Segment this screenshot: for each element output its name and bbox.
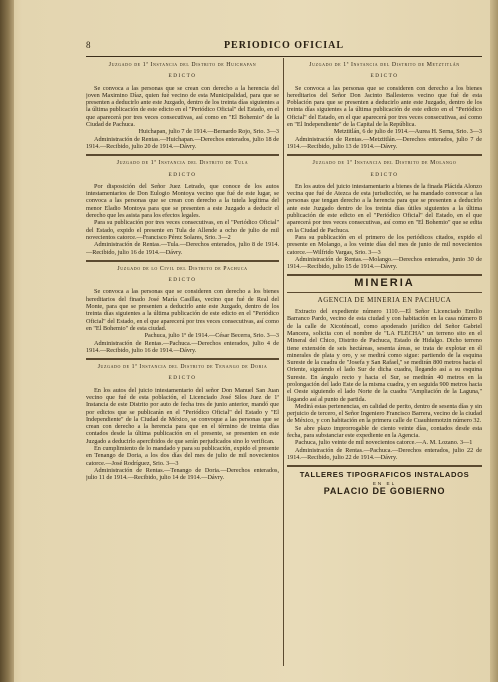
- notice-molango: [287, 160, 482, 270]
- agency-heading: AGENCIA DE MINERIA EN PACHUCA: [317, 295, 452, 304]
- court-heading: Juzgado de 1ª Instancia del Distrito de Metztitlán: [309, 62, 460, 68]
- imprint-line-1: TALLERES TIPOGRAFICOS INSTALADOS: [299, 470, 470, 480]
- edicto-label: EDICTO: [168, 73, 197, 80]
- edicto-label: EDICTO: [370, 73, 399, 80]
- notice-signature: Pachuca, julio 1º de 1914.—César Becerra, Srio. 3—3: [144, 332, 279, 340]
- page-edge: [490, 0, 498, 682]
- mineria-rule: [287, 292, 482, 293]
- notice-body: Por disposición del Señor Juez Letrado, que conoce de los autos intestamentarios de Don Eulogio Montoya vecino que fué de este lugar, se convoca a las personas que se crean con derecho a la tutela legítima del menor Eladio Montoya para que se presenten a este Juzgado a deducir el derecho que les asista para los efectos legales.: [86, 182, 279, 220]
- mineria-signature: Pachuca, julio veinte de mil novecientos catorce.—A. M. Lozano. 3—1: [295, 439, 473, 447]
- court-heading: Juzgado de 1ª Instancia del Distrito de Molango: [312, 160, 457, 167]
- notice-body: Se convoca a las personas que se consideren con derecho a los bienes hereditarios del Señor Don Jacinto Ballesteros vecino que fué de esta Población para que se presenten a deducirlo ante este Juzgado, dentro de los treinta días siguientes a la última publicación de este edicto en el "Periódico Oficial" del Estado, en el que aparecerá por tres veces consecutivas, así como en "El Independiente" de la Capital de la República.: [287, 84, 482, 129]
- section-divider: [86, 154, 279, 156]
- notice-rentas: Administración de Rentas.—Tula.—Derechos enterados, julio 8 de 1914.—Recibido, julio 16 de 1914.—Dávry.: [86, 241, 279, 256]
- notice-rentas: Administración de Rentas.—Molango.—Derechos enterados, junio 30 de 1914.—Recibido, julio 15 de 1914.—Dávry.: [287, 255, 482, 271]
- notice-tula: [86, 160, 279, 256]
- notice-huichapan: [86, 62, 279, 150]
- imprint-line-2: EN EL: [372, 480, 397, 486]
- section-divider: [86, 358, 279, 360]
- notice-body: Para su publicación en el primero de los periódicos citados, expido el presente en Molango, a los veinte días del mes de junio de mil novecientos catorce.—Wilfrido Vargas, Srio. 3—3: [287, 233, 482, 256]
- notice-pachuca-civil: [86, 266, 279, 354]
- edicto-label: EDICTO: [370, 171, 399, 178]
- page-header: [86, 40, 482, 54]
- notice-rentas: Administración de Rentas.—Huichapan.—Derechos enterados, julio 18 de 1914.—Recibido, julio 20 de 1914.—Dávry.: [86, 135, 279, 150]
- court-heading: Juzgado de 1ª Instancia del Distrito de Tula: [116, 160, 249, 167]
- mineria-body: Se abre plazo improrrogable de ciento veinte días, contados desde esta fecha, para substanciar este expediente en la Agencia.: [287, 424, 482, 440]
- notice-signature: Metztitlán, 6 de julio de 1914.—Aurea H. Serna, Srio. 3—3: [333, 128, 482, 136]
- notice-body: En los autos del juicio intestamentario a bienes de la finada Plácida Alonzo vecina que fué de Atezca de esta jurisdicción, se ha mandado convocar a las personas que tengan derecho a la herencia para que se presenten a deducirlo ante este Juzgado dentro de los treinta días útiles siguientes a la última publicación de este edicto en el "Periódico Oficial" del Estado, en el que aparecerá por tres veces consecutivas, así como en "El Bohemio" que se edita en la Ciudad de Pachuca.: [287, 182, 482, 234]
- mineria-title: MINERIA: [354, 277, 415, 290]
- right-column: [287, 60, 482, 666]
- mineria-section: [287, 277, 482, 461]
- header-rule: [86, 56, 482, 57]
- notice-signature: Huichapan, julio 7 de 1914.—Bernardo Rojo, Srio. 3—3: [138, 128, 279, 136]
- mineria-body: Medirá estas pertenencias, en calidad de perito, dentro de sesenta días y sin perjuicio de tercero, el Señor Ingeniero Francisco Barrera, vecino de la ciudad de México, y con habitación en la primera calle de Cuauhtemotzin número 32.: [287, 402, 482, 425]
- notice-body: Se convoca a las personas que se consideren con derecho a los bienes hereditarios del finado José María Casillas, vecino que fué de Real del Monte, para que se presenten a deducirlo ante este Juzgado, dentro de los treinta días siguientes a la última publicación de este edicto en el "Periódico Oficial" del Estado, en el que aparecerá por tres veces consecutivas, así como en "El Bohemio" de esta ciudad.: [86, 288, 279, 332]
- notice-body: En los autos del juicio intestamentario del señor Don Manuel San Juan vecino que fué de esta población, el Licenciado José Silos Juez de 1ª Instancia de este Distrito por auto de fecha tres de junio anterior, mandó que por edictos que se publicarán en el "Periódico Oficial" del Estado y "El Independiente" de la Ciudad de México, se convoque a las personas que se crean con derecho a la herencia para que en el término de treinta días contados desde la última publicación en el presente, se presenten en este Juzgado a deducirlo apercibidos de que serán perjudicados sino lo verifican.: [86, 386, 279, 445]
- section-divider: [287, 465, 482, 467]
- page-number: 8: [86, 40, 92, 50]
- edicto-label: EDICTO: [168, 171, 197, 178]
- court-heading: Juzgado de 1ª Instancia del Distrito de Huichapan: [108, 62, 257, 68]
- notice-body: Se convoca a las personas que se crean con derecho a la herencia del joven Maximino Díaz, quien fué vecino de esta Municipalidad, para que se presenten a deducirlo ante este Juzgado, dentro de los treinta días siguientes a la última publicación de este edicto en el "Periódico Oficial" del Estado, en el que aparecerá por tres veces consecutivas, así como en "El Bohemio" de la Ciudad de Pachuca.: [86, 84, 279, 129]
- notice-body: Para su publicación por tres veces consecutivas, en el "Periódico Oficial" del Estado, expido el presente en Tula de Allende a ocho de julio de mil novecientos catorce.—Francisco Pérez Solares, Srio. 3—2: [86, 219, 279, 241]
- section-divider: [287, 154, 482, 156]
- notice-tenango: [86, 364, 279, 481]
- notice-body: En cumplimiento de lo mandado y para su publicación, expido el presente en Tenango de Doria, a los dos días del mes de julio de mil novecientos catorce.—José Rodríguez, Srio. 3—3: [86, 445, 279, 467]
- mineria-rentas: Administración de Rentas.—Pachuca.—Derechos enterados, julio 22 de 1914.—Recibido, julio 22 de 1914.—Dávry.: [287, 446, 482, 461]
- notice-metztitlan: [287, 62, 482, 150]
- notice-rentas: Administración de Rentas.—Pachuca.—Derechos enterados, julio 4 de 1914.—Recibido, julio 16 de 1914.—Dávry.: [86, 339, 279, 354]
- notice-rentas: Administración de Rentas.—Metztitlán.—Derechos enterados, julio 7 de 1914.—Recibido, julio 13 de 1914.—Dávry.: [287, 135, 482, 150]
- book-binding-edge: [0, 0, 14, 682]
- section-divider: [86, 260, 279, 262]
- notice-rentas: Administración de Rentas.—Tenango de Doria.—Derechos enterados, julio 11 de 1914.—Recibido, julio 14 de 1914.—Dávry.: [86, 466, 279, 482]
- column-divider: [283, 58, 284, 666]
- mineria-body: Extracto del expediente número 1110.—El Señor Licenciado Emilio Barranco Pardo, vecino de esta ciudad y con habitación en la casa número 8 de la calle de Xicoténcatl, como apoderado jurídico del Señor Gabriel Mancera, solicita con el nombre de "LA FLECHA" un terreno sito en el Mineral del Chico, Distrito de Pachuca, Estado de Hidalgo. Dicho terreno tiene extensión de seis hectáreas, sesenta áreas, se trata de explotar en él minerales de plata y oro, y se medirá como sigue: partiendo de la esquina Sureste de la cuadra de "Josefa y San Rafael," se medirán 800 metros hacia el Oriente, siguiendo el lado Sur de dicha cuadra, llegando así a su esquina Sureste. En ángulo recto y hacia el Sur, se medirán 40 metros en la prolongación del lado Este de la misma cuadra, y en seguida 900 metros hacia el Oeste siguiendo el lado Norte de la cuadra "Ampliación de la Laguna," llegando así al punto de partida.: [287, 308, 482, 403]
- imprint-line-3: PALACIO DE GOBIERNO: [323, 485, 446, 496]
- court-heading: Juzgado de lo Civil del Distrito de Pachuca: [117, 265, 248, 272]
- edicto-label: EDICTO: [168, 277, 197, 284]
- court-heading: Juzgado de 1ª Instancia del Distrito de Tenango de Doria: [97, 364, 268, 371]
- newspaper-title: PERIODICO OFICIAL: [223, 40, 345, 51]
- printer-imprint: [287, 471, 482, 495]
- left-column: [86, 60, 279, 666]
- edicto-label: EDICTO: [168, 375, 197, 382]
- section-divider: [287, 274, 482, 276]
